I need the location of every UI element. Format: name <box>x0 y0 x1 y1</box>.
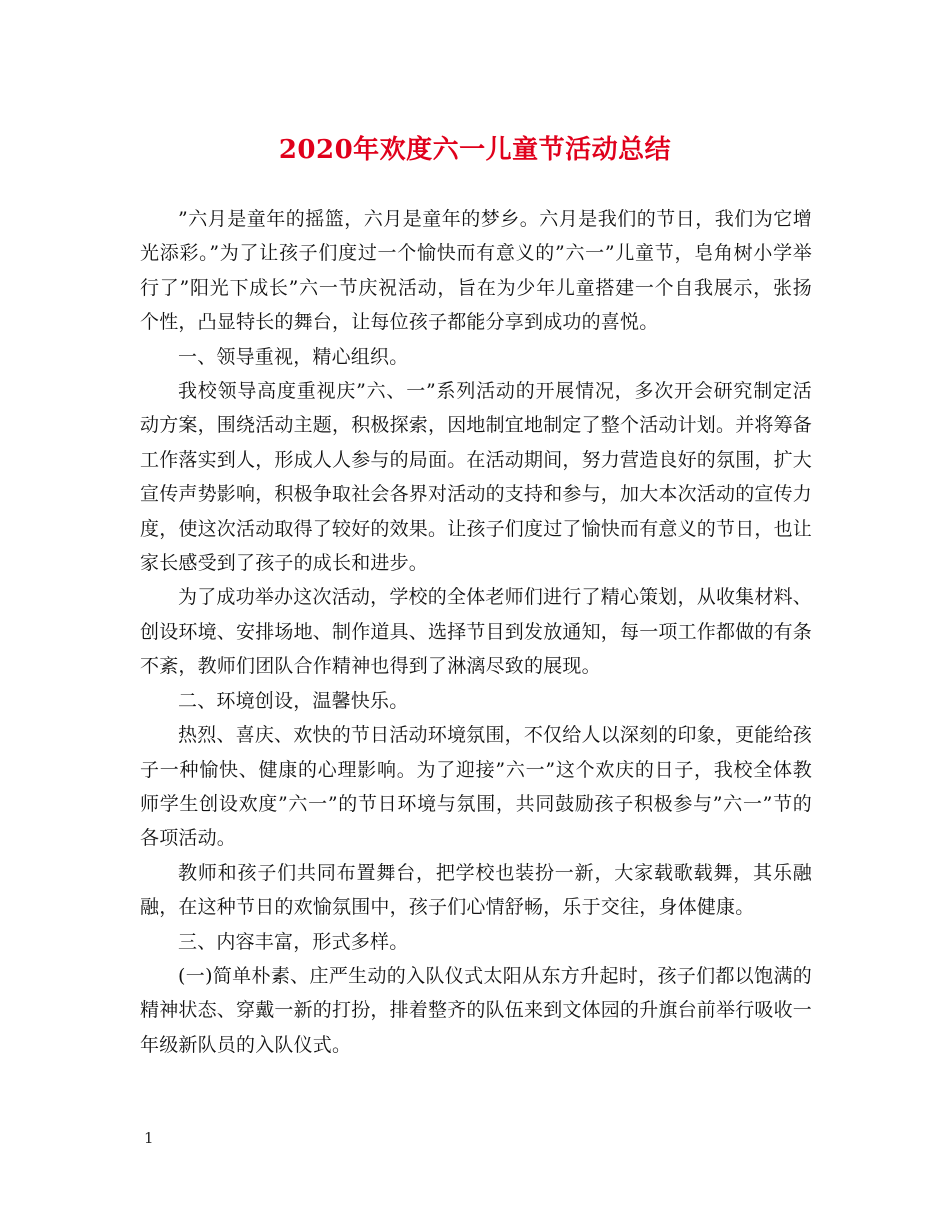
section-heading: 三、内容丰富，形式多样。 <box>178 930 409 953</box>
paragraph: 为了成功举办这次活动，学校的全体老师们进行了精心策划，从收集材料、创设环境、安排场地、制作道具、选择节目到发放通知，每一项工作都做的有条不紊，教师们团队合作精神也得到了淋漓尽致的展现。 <box>140 586 813 678</box>
document-title: 2020年欢度六一儿童节活动总结 <box>278 135 672 165</box>
paragraph: 教师和孩子们共同布置舞台，把学校也装扮一新，大家载歌载舞，其乐融融，在这种节日的欢愉氛围中，孩子们心情舒畅，乐于交往，身体健康。 <box>140 861 812 919</box>
section-heading: 二、环境创设，温馨快乐。 <box>178 689 409 712</box>
section-heading: 一、领导重视，精心组织。 <box>178 345 409 368</box>
document-body <box>140 202 812 1062</box>
paragraph: 我校领导高度重视庆”六、一”系列活动的开展情况，多次开会研究制定活动方案，围绕活动主题，积极探索，因地制宜地制定了整个活动计划。并将筹备工作落实到人，形成人人参与的局面。在活动期间，努力营造良好的氛围，扩大宣传声势影响，积极争取社会各界对活动的支持和参与，加大本次活动的宣传力度，使这次活动取得了较好的效果。让孩子们度过了愉快而有意义的节日，也让家长感受到了孩子的成长和进步。 <box>140 380 813 575</box>
paragraph: 热烈、喜庆、欢快的节日活动环境氛围，不仅给人以深刻的印象，更能给孩子一种愉快、健康的心理影响。为了迎接”六一”这个欢庆的日子，我校全体教师学生创设欢度”六一”的节日环境与氛围，共同鼓励孩子积极参与”六一”节的各项活动。 <box>140 724 812 850</box>
paragraph: ”六月是童年的摇篮，六月是童年的梦乡。六月是我们的节日，我们为它增光添彩。”为了让孩子们度过一个愉快而有意义的”六一”儿童节，皂角树小学举行了”阳光下成长”六一节庆祝活动，旨在为少年儿童搭建一个自我展示，张扬个性，凸显特长的舞台，让每位孩子都能分享到成功的喜悦。 <box>140 208 812 334</box>
page-number: 1 <box>144 1129 154 1147</box>
paragraph: (一)简单朴素、庄严生动的入队仪式太阳从东方升起时，孩子们都以饱满的精神状态、穿戴一新的打扮，排着整齐的队伍来到文体园的升旗台前举行吸收一年级新队员的入队仪式。 <box>140 964 813 1056</box>
